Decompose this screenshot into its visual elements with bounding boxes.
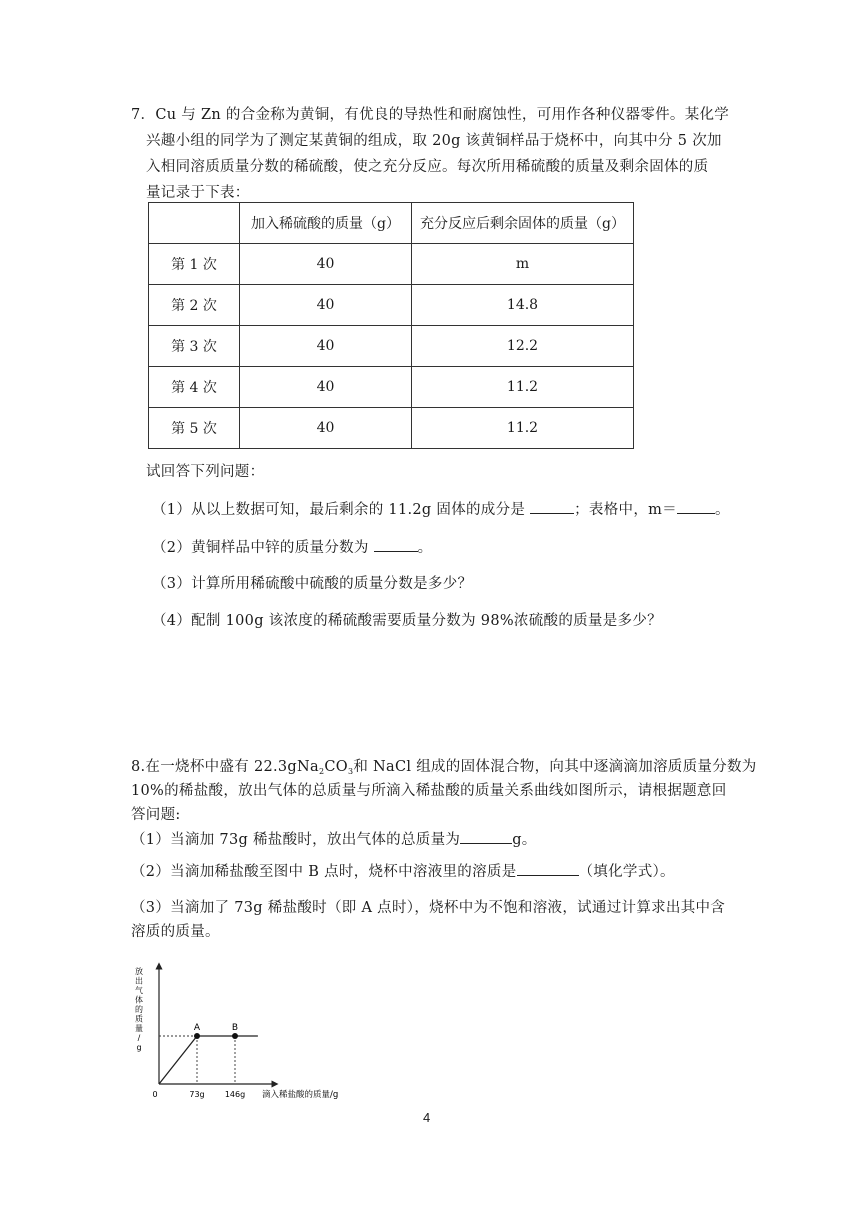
q8-sub2-text-a: （2）当滴加稀盐酸至图中 B 点时，烧杯中溶液里的溶质是 (131, 864, 517, 880)
q8-sub1 (131, 829, 537, 850)
table-header-cell: 充分反应后剩余固体的质量（g） (412, 203, 634, 244)
x-axis-label: 滴入稀盐酸的质量/g (262, 1090, 339, 1100)
q8-line-1 (131, 757, 757, 782)
y-axis-label-char: 质 (135, 1014, 143, 1024)
table-row (149, 408, 634, 449)
table-cell: 第 1 次 (149, 244, 240, 285)
y-axis-label-char: 的 (135, 1005, 143, 1014)
point-label-a: A (193, 1023, 201, 1033)
q8-sub1-text-b: g。 (512, 832, 537, 848)
table-row (149, 367, 634, 408)
answer-blank[interactable] (374, 537, 418, 552)
answer-blank[interactable] (460, 829, 512, 844)
table-header-row (149, 203, 634, 244)
table-cell: 40 (240, 326, 412, 367)
origin-label: 0 (152, 1090, 158, 1099)
table-cell: 11.2 (412, 408, 634, 449)
q7-prompt: 试回答下列问题： (146, 464, 265, 480)
table-cell: 11.2 (412, 367, 634, 408)
q8-sub-2: 2 (318, 767, 325, 776)
table-cell: 12.2 (412, 326, 634, 367)
y-axis-label-char: g (136, 1043, 142, 1052)
answer-blank[interactable] (530, 499, 574, 514)
q8-sub2-text-b: （填化学式）。 (578, 864, 675, 880)
q8-sub-3: 3 (347, 767, 354, 776)
q7-line-1: 7．Cu 与 Zn 的合金称为黄铜，有优良的导热性和耐腐蚀性，可用作各种仪器零件。某化学 (131, 107, 730, 123)
table-cell: 40 (240, 367, 412, 408)
y-axis-label-char: 体 (135, 995, 143, 1005)
q8-sub1-text-a: （1）当滴加 73g 稀盐酸时，放出气体的总质量为 (131, 832, 461, 848)
gas-mass-chart (125, 960, 365, 1105)
y-axis-label (135, 966, 143, 1052)
table-header-cell (149, 203, 240, 244)
table-row (149, 285, 634, 326)
q8-line-1-mid: CO (324, 759, 348, 775)
table-cell: m (412, 244, 634, 285)
table-cell: 第 3 次 (149, 326, 240, 367)
q7-sub1-text-c: 。 (714, 502, 730, 518)
table-row (149, 244, 634, 285)
q8-sub2 (131, 861, 675, 882)
y-axis-label-char: 量 (135, 1024, 143, 1033)
q7-sub1-text-a: （1）从以上数据可知，最后剩余的 11.2g 固体的成分是 (152, 502, 531, 518)
data-point-a (194, 1033, 200, 1039)
q8-line-1-a: 8.在一烧杯中盛有 22.3gNa (131, 759, 319, 775)
table-cell: 40 (240, 285, 412, 326)
page-number: 4 (423, 1110, 431, 1125)
y-axis-label-char: 出 (135, 976, 143, 986)
q7-sub3: （3）计算所用稀硫酸中硫酸的质量分数是多少？ (152, 576, 473, 592)
q7-line-3: 入相同溶质质量分数的稀硫酸，使之充分反应。每次所用稀硫酸的质量及剩余固体的质 (146, 159, 709, 175)
answer-blank[interactable] (677, 499, 715, 514)
table-cell: 40 (240, 244, 412, 285)
q7-line-2: 兴趣小组的同学为了测定某黄铜的组成，取 20g 该黄铜样品于烧杯中，向其中分 5 次加 (146, 133, 722, 149)
answer-blank[interactable] (517, 861, 579, 876)
table-cell: 40 (240, 408, 412, 449)
x-tick-label: 146g (224, 1090, 246, 1099)
q8-sub3-line-1: （3）当滴加了 73g 稀盐酸时（即 A 点时），烧杯中为不饱和溶液，试通过计算求出其中含 (131, 900, 726, 916)
q7-sub1 (152, 499, 730, 520)
data-point-b (232, 1033, 238, 1039)
series-line (159, 1036, 258, 1084)
q7-sub2-text-b: 。 (417, 540, 433, 556)
table-cell: 第 4 次 (149, 367, 240, 408)
table-row (149, 326, 634, 367)
q7-data-table (148, 202, 634, 449)
q8-sub3-line-2: 溶质的质量。 (131, 924, 220, 940)
q7-line-4: 量记录于下表： (146, 185, 250, 201)
table-cell: 14.8 (412, 285, 634, 326)
q8-line-3: 答问题: (131, 807, 181, 823)
q7-sub1-text-b: ；表格中，m＝ (574, 502, 677, 518)
q7-sub2 (152, 537, 432, 558)
table-cell: 第 2 次 (149, 285, 240, 326)
point-label-b: B (231, 1023, 239, 1033)
q8-line-1-b: 和 NaCl 组成的固体混合物，向其中逐滴滴加溶质质量分数为 (353, 759, 757, 775)
y-axis-label-char: 放 (135, 967, 143, 976)
y-axis-label-char: / (137, 1033, 141, 1043)
q7-sub2-text-a: （2）黄铜样品中锌的质量分数为 (152, 540, 374, 556)
x-tick-label: 73g (189, 1090, 205, 1099)
table-cell: 第 5 次 (149, 408, 240, 449)
q8-line-2: 10%的稀盐酸，放出气体的总质量与所滴入稀盐酸的质量关系曲线如图所示，请根据题意回 (131, 783, 727, 799)
y-axis-label-char: 气 (135, 986, 143, 995)
table-header-cell: 加入稀硫酸的质量（g） (240, 203, 412, 244)
q7-sub4: （4）配制 100g 该浓度的稀硫酸需要质量分数为 98%浓硫酸的质量是多少？ (152, 613, 662, 629)
